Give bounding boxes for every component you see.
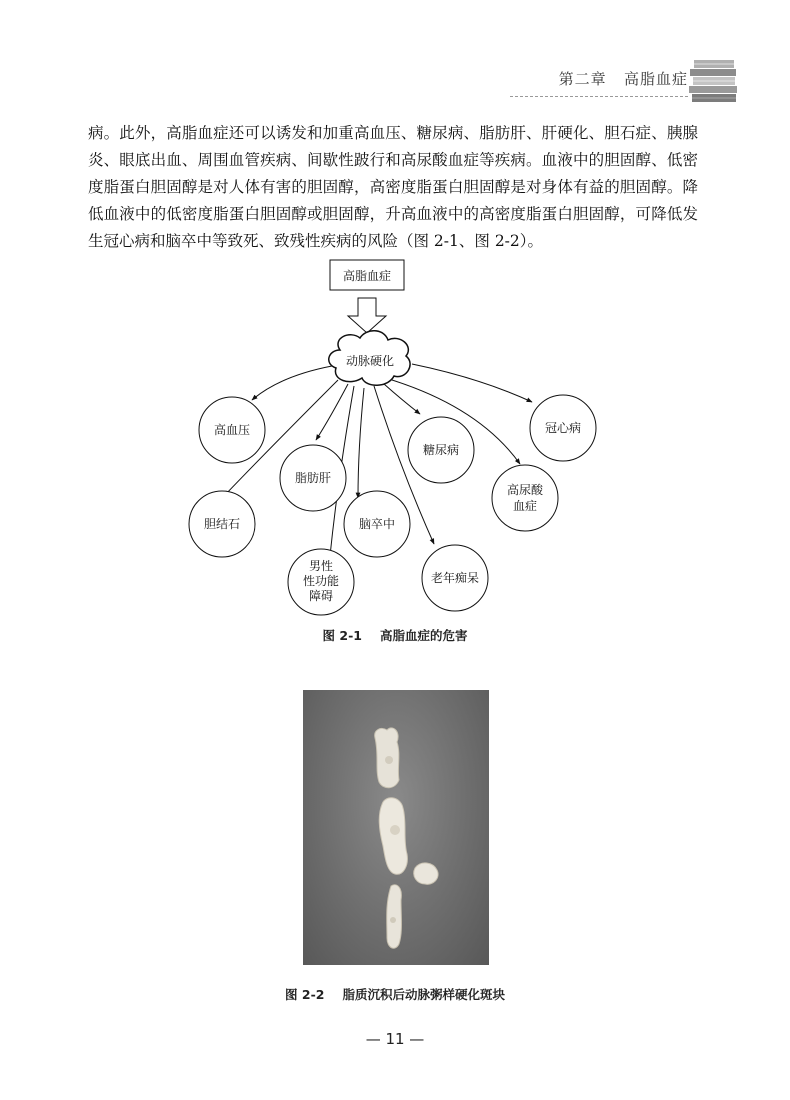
hyperlipidemia-hazard-diagram	[180, 258, 610, 618]
figure-2-caption	[0, 985, 790, 1003]
arrow-naocuzhong	[358, 388, 364, 498]
svg-text:胆结石: 胆结石	[203, 517, 241, 531]
plaque-photo-image	[303, 690, 489, 965]
node-gaoxueya	[199, 397, 265, 463]
svg-text:糖尿病: 糖尿病	[422, 443, 460, 457]
svg-text:冠心病: 冠心病	[544, 421, 582, 435]
svg-text:脂肪肝: 脂肪肝	[294, 471, 332, 485]
figure-2-title: 脂质沉积后动脉粥样硬化斑块	[342, 987, 505, 1002]
svg-text:老年痴呆: 老年痴呆	[430, 571, 480, 585]
node-danjieshi	[189, 491, 255, 557]
down-arrow-icon	[348, 298, 386, 333]
figure-1-title: 高脂血症的危害	[379, 628, 468, 643]
node-gaoniaosuan	[492, 465, 558, 531]
plaque-photo	[303, 690, 489, 965]
node-nanxing	[288, 549, 354, 615]
header-title	[559, 68, 688, 89]
header-dashed-rule	[510, 96, 688, 97]
svg-text:性功能: 性功能	[302, 574, 340, 588]
arrow-guanxinbing	[412, 364, 532, 402]
header-chapter: 第二章	[558, 70, 607, 88]
node-laonian	[422, 545, 488, 611]
svg-text:脑卒中: 脑卒中	[358, 517, 396, 531]
figure-1-caption	[0, 626, 790, 644]
figure-1-number: 图 2-1	[322, 628, 362, 643]
svg-text:高尿酸: 高尿酸	[506, 483, 544, 497]
node-guanxinbing	[530, 395, 596, 461]
running-header	[500, 56, 740, 106]
node-zhifanggan	[280, 445, 346, 511]
svg-text:高血压: 高血压	[213, 423, 251, 437]
header-chapter-title: 高脂血症	[623, 70, 688, 88]
page-number: — 11 —	[365, 1030, 425, 1048]
svg-text:障碍: 障碍	[308, 589, 334, 603]
svg-text:男性: 男性	[308, 559, 334, 573]
book-stack-icon	[688, 56, 740, 106]
body-paragraph: 病。此外，高脂血症还可以诱发和加重高血压、糖尿病、脂肪肝、肝硬化、胆石症、胰腺炎、眼底出血、周围血管疾病、间歇性跛行和高尿酸血症等疾病。血液中的胆固醇、低密度脂蛋白胆固醇是对人体有害的胆固醇，高密度脂蛋白胆固醇是对身体有益的胆固醇。降低血液中的低密度脂蛋白胆固醇或胆固醇，升高血液中的高密度脂蛋白胆固醇，可降低发生冠心病和脑卒中等致死、致残性疾病的风险（图 2-1、图 2-2）。	[88, 124, 698, 250]
node-naocuzhong	[344, 491, 410, 557]
node-tangniaobing	[408, 417, 474, 483]
center-label: 动脉硬化	[345, 354, 395, 368]
top-box-label: 高脂血症	[342, 269, 392, 283]
svg-text:血症: 血症	[512, 499, 538, 513]
arrow-zhifanggan	[316, 384, 348, 440]
figure-2-number: 图 2-2	[285, 987, 325, 1002]
arrow-tangniaobing	[384, 384, 420, 414]
arrow-gaoxueya	[252, 366, 332, 400]
